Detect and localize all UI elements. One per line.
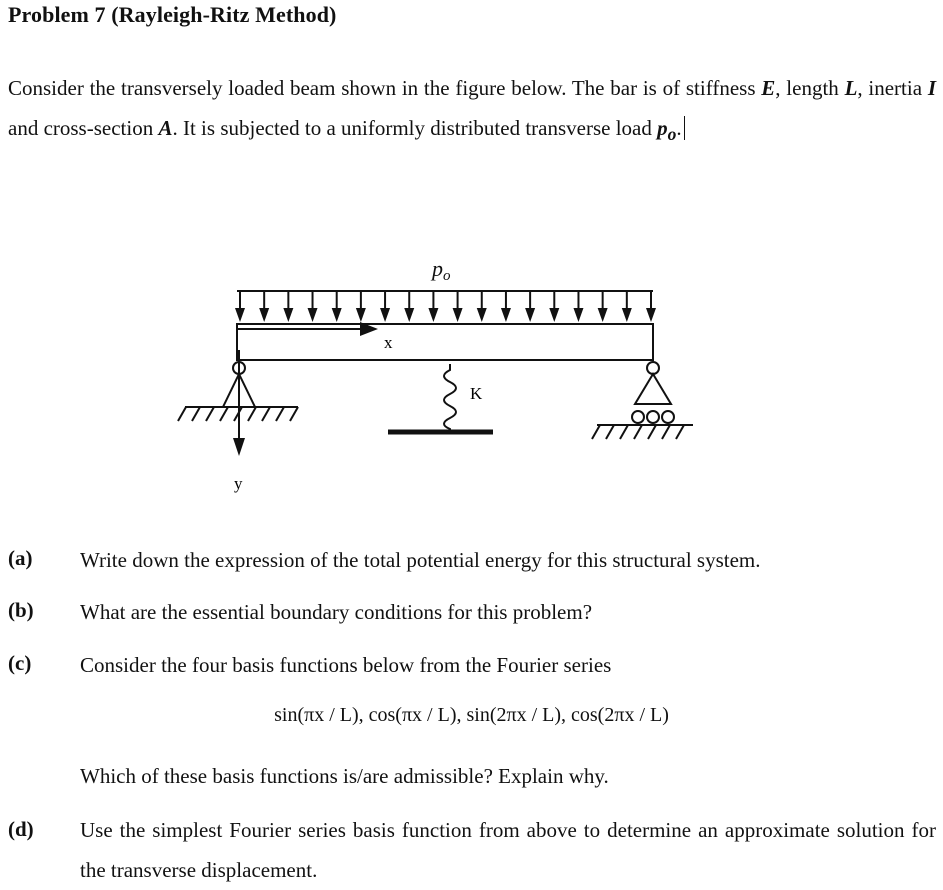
part-d-label: (d) bbox=[8, 817, 34, 841]
spring-label: K bbox=[470, 384, 483, 403]
ground-hatch-line bbox=[206, 407, 214, 421]
part-c-question: Which of these basis functions is/are admissible? Explain why. bbox=[80, 764, 609, 788]
right-ground-hatch bbox=[592, 425, 684, 439]
ground-hatch-line bbox=[262, 407, 270, 421]
symbol-i: I bbox=[927, 76, 936, 100]
load-arrow-head bbox=[525, 308, 535, 322]
right-roller-support bbox=[635, 374, 671, 404]
text-cursor bbox=[684, 116, 685, 140]
load-arrow-head bbox=[380, 308, 390, 322]
load-arrow-head bbox=[501, 308, 511, 322]
basis-functions: sin(πx / L), cos(πx / L), sin(2πx / L), cos(2πx / L) bbox=[274, 704, 669, 726]
intro-text-6: . bbox=[676, 116, 682, 140]
part-c-label: (c) bbox=[8, 651, 32, 675]
load-arrow-head bbox=[259, 308, 269, 322]
load-arrow-head bbox=[308, 308, 318, 322]
load-arrow-head bbox=[332, 308, 342, 322]
load-arrow-head bbox=[356, 308, 366, 322]
load-arrow-head bbox=[283, 308, 293, 322]
roller-1 bbox=[632, 411, 644, 423]
problem-statement bbox=[8, 68, 936, 154]
x-axis-label: x bbox=[384, 333, 393, 352]
load-arrow-head bbox=[404, 308, 414, 322]
load-arrow-head bbox=[428, 308, 438, 322]
ground-hatch-line bbox=[178, 407, 186, 421]
load-arrow-head bbox=[549, 308, 559, 322]
ground-hatch-line bbox=[662, 425, 670, 439]
load-arrow-head bbox=[622, 308, 632, 322]
intro-text-3: , inertia bbox=[857, 76, 928, 100]
ground-hatch-line bbox=[276, 407, 284, 421]
symbol-l: L bbox=[844, 76, 858, 100]
symbol-a: A bbox=[158, 116, 173, 140]
symbol-p0 bbox=[657, 116, 677, 145]
symbol-e: E bbox=[761, 76, 776, 100]
ground-hatch-line bbox=[676, 425, 684, 439]
distributed-load-arrows bbox=[235, 291, 656, 322]
beam-figure bbox=[0, 240, 943, 500]
part-c-text: Consider the four basis functions below from the Fourier series bbox=[80, 653, 612, 677]
ground-hatch-line bbox=[648, 425, 656, 439]
intro-text-2: , length bbox=[775, 76, 845, 100]
intro-text-5: . It is subjected to a uniformly distributed transverse load bbox=[172, 116, 658, 140]
symbol-p0-sub: o bbox=[667, 124, 677, 145]
ground-hatch-line bbox=[606, 425, 614, 439]
load-arrow-head bbox=[573, 308, 583, 322]
ground-hatch-line bbox=[634, 425, 642, 439]
spring bbox=[444, 364, 456, 432]
y-axis-label: y bbox=[234, 474, 243, 493]
load-label: po bbox=[432, 256, 451, 284]
part-d-text: Use the simplest Fourier series basis function from above to determine an approximate solution for the transverse displacement. bbox=[80, 818, 936, 882]
roller-3 bbox=[662, 411, 674, 423]
ground-hatch-line bbox=[290, 407, 298, 421]
part-a-text: Write down the expression of the total potential energy for this structural system. bbox=[80, 548, 761, 572]
load-arrow-head bbox=[598, 308, 608, 322]
load-arrow-head bbox=[477, 308, 487, 322]
y-axis-arrowhead bbox=[233, 438, 245, 456]
load-arrow-head bbox=[235, 308, 245, 322]
part-b-text: What are the essential boundary conditions for this problem? bbox=[80, 600, 593, 624]
ground-hatch-line bbox=[592, 425, 600, 439]
load-arrow-head bbox=[453, 308, 463, 322]
roller-2 bbox=[647, 411, 659, 423]
problem-title: Problem 7 (Rayleigh-Ritz Method) bbox=[8, 2, 337, 27]
part-a-label: (a) bbox=[8, 546, 33, 570]
ground-hatch-line bbox=[248, 407, 256, 421]
intro-text-4: and cross-section bbox=[8, 116, 159, 140]
ground-hatch-line bbox=[192, 407, 200, 421]
symbol-p0-base: p bbox=[657, 116, 668, 140]
part-b-label: (b) bbox=[8, 598, 34, 622]
load-arrow-head bbox=[646, 308, 656, 322]
ground-hatch-line bbox=[620, 425, 628, 439]
ground-hatch-line bbox=[220, 407, 228, 421]
intro-text-1: Consider the transversely loaded beam shown in the figure below. The bar is of stiffness bbox=[8, 76, 762, 100]
